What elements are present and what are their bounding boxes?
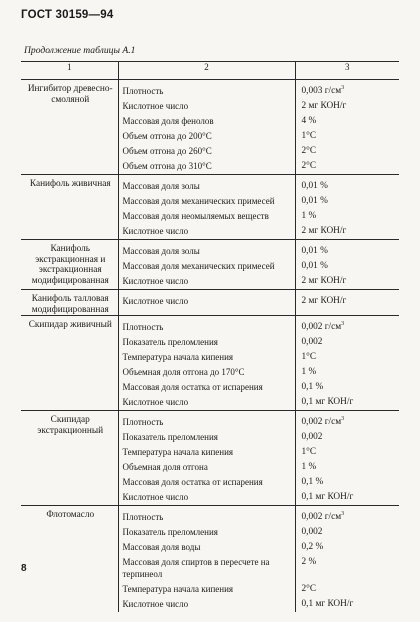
value-text: 0,002 bbox=[301, 432, 323, 442]
error-value bbox=[295, 525, 399, 540]
error-value bbox=[295, 350, 399, 365]
value-text: 0,01 % bbox=[301, 261, 328, 271]
table-row bbox=[21, 175, 399, 195]
value-text: 0,1 мг КОН/г bbox=[301, 599, 354, 609]
error-value bbox=[295, 209, 399, 224]
error-value bbox=[295, 475, 399, 490]
property-name: Кислотное число bbox=[118, 224, 295, 240]
product-name: Канифоль экстракционная и экстракционная модифицированная bbox=[21, 240, 118, 290]
column-header-1: 1 bbox=[21, 62, 118, 80]
error-value bbox=[295, 411, 399, 431]
property-name: Температура начала кипения bbox=[118, 582, 295, 597]
property-name: Плотность bbox=[118, 411, 295, 431]
value-text: 2°С bbox=[301, 584, 317, 594]
value-text: 2 мг КОН/г bbox=[301, 101, 347, 111]
error-value bbox=[295, 445, 399, 460]
value-text: 0,01 % bbox=[301, 246, 328, 256]
property-name: Объемная доля отгона до 170°С bbox=[118, 365, 295, 380]
table-row bbox=[21, 316, 399, 336]
property-name: Кислотное число bbox=[118, 290, 295, 316]
page-number: 8 bbox=[21, 563, 27, 574]
product-name: Ингибитор древесно-смоляной bbox=[27, 84, 113, 105]
value-text: 0,2 % bbox=[301, 542, 324, 552]
error-value bbox=[295, 380, 399, 395]
product-name: Канифоль талловая модифицированная bbox=[21, 290, 118, 316]
value-text: 1°С bbox=[301, 447, 317, 457]
property-name: Массовая доля механических примесей bbox=[118, 194, 295, 209]
unit-exponent: 3 bbox=[341, 320, 345, 327]
table-body bbox=[21, 80, 399, 613]
property-name: Массовая доля воды bbox=[118, 540, 295, 555]
error-value bbox=[295, 259, 399, 274]
column-header-3: 3 bbox=[295, 62, 399, 80]
value-text: 2 мг КОН/г bbox=[301, 296, 347, 306]
property-name: Кислотное число bbox=[118, 274, 295, 290]
value-text: 1 % bbox=[301, 211, 317, 221]
table-row bbox=[21, 80, 399, 100]
property-name: Температура начала кипения bbox=[118, 350, 295, 365]
value-text: 0,002 г/см bbox=[301, 322, 342, 332]
column-header-2: 2 bbox=[118, 62, 295, 80]
property-name: Массовая доля золы bbox=[118, 175, 295, 195]
property-name: Плотность bbox=[118, 80, 295, 100]
property-name: Плотность bbox=[118, 316, 295, 336]
value-text: 0,002 bbox=[301, 527, 323, 537]
error-value bbox=[295, 540, 399, 555]
error-value bbox=[295, 144, 399, 159]
value-text: 0,1 мг КОН/г bbox=[301, 397, 354, 407]
property-name: Объем отгона до 310°С bbox=[118, 159, 295, 175]
error-value bbox=[295, 224, 399, 240]
value-text: 0,1 % bbox=[301, 382, 324, 392]
property-name: Массовая доля фенолов bbox=[118, 114, 295, 129]
product-name: Скипидар живичный bbox=[21, 316, 118, 411]
error-value bbox=[295, 597, 399, 612]
error-value bbox=[295, 555, 399, 582]
error-value bbox=[295, 175, 399, 195]
header-row bbox=[21, 62, 399, 80]
error-value bbox=[295, 80, 399, 100]
error-value bbox=[295, 490, 399, 506]
value-text: 2°С bbox=[301, 146, 317, 156]
error-value bbox=[295, 365, 399, 380]
unit-exponent: 3 bbox=[341, 415, 345, 422]
error-value bbox=[295, 582, 399, 597]
value-text: 1 % bbox=[301, 462, 317, 472]
property-name: Массовая доля остатка от испарения bbox=[118, 475, 295, 490]
property-name: Показатель преломления bbox=[118, 430, 295, 445]
property-name: Массовая доля спиртов в пересчете на терпинеол bbox=[118, 555, 295, 582]
standard-header: ГОСТ 30159—94 bbox=[21, 9, 114, 21]
table-row bbox=[21, 506, 399, 526]
value-text: 2°С bbox=[301, 161, 317, 171]
value-text: 1°С bbox=[301, 131, 317, 141]
product-name: Флотомасло bbox=[21, 506, 118, 613]
property-name: Кислотное число bbox=[118, 490, 295, 506]
error-value bbox=[295, 290, 399, 316]
property-name: Кислотное число bbox=[118, 395, 295, 411]
property-name: Плотность bbox=[118, 506, 295, 526]
property-name: Показатель преломления bbox=[118, 335, 295, 350]
error-value bbox=[295, 430, 399, 445]
product-name: Канифоль живичная bbox=[21, 175, 118, 240]
error-value bbox=[295, 274, 399, 290]
table-row bbox=[21, 240, 399, 260]
error-value bbox=[295, 114, 399, 129]
error-value bbox=[295, 316, 399, 336]
value-text: 0,002 г/см bbox=[301, 417, 342, 427]
property-name: Объем отгона до 260°С bbox=[118, 144, 295, 159]
value-text: 2 мг КОН/г bbox=[301, 226, 347, 236]
value-text: 2 мг КОН/г bbox=[301, 276, 347, 286]
error-value bbox=[295, 240, 399, 260]
property-name: Объемная доля отгона bbox=[118, 460, 295, 475]
value-text: 1 % bbox=[301, 367, 317, 377]
property-name: Показатель преломления bbox=[118, 525, 295, 540]
table-container bbox=[21, 61, 399, 612]
property-name: Объем отгона до 200°С bbox=[118, 129, 295, 144]
value-text: 0,1 мг КОН/г bbox=[301, 492, 354, 502]
unit-exponent: 3 bbox=[341, 84, 345, 91]
error-value bbox=[295, 460, 399, 475]
error-value bbox=[295, 129, 399, 144]
value-text: 0,01 % bbox=[301, 181, 328, 191]
value-text: 0,003 г/см bbox=[301, 86, 342, 96]
value-text: 0,1 % bbox=[301, 477, 324, 487]
error-value bbox=[295, 395, 399, 411]
table-row bbox=[21, 411, 399, 431]
property-name: Массовая доля механических примесей bbox=[118, 259, 295, 274]
value-text: 4 % bbox=[301, 116, 317, 126]
property-name: Кислотное число bbox=[118, 597, 295, 612]
value-text: 1°С bbox=[301, 352, 317, 362]
value-text: 0,002 bbox=[301, 337, 323, 347]
value-text: 0,002 г/см bbox=[301, 512, 342, 522]
unit-exponent: 3 bbox=[341, 510, 345, 517]
product-name: Скипидар экстракционный bbox=[21, 411, 118, 506]
error-value bbox=[295, 99, 399, 114]
table-caption: Продолжение таблицы А.1 bbox=[24, 45, 136, 56]
value-text: 2 % bbox=[301, 557, 317, 567]
data-table bbox=[21, 61, 399, 612]
table-row bbox=[21, 290, 399, 316]
property-name: Температура начала кипения bbox=[118, 445, 295, 460]
property-name: Кислотное число bbox=[118, 99, 295, 114]
error-value bbox=[295, 194, 399, 209]
property-name: Массовая доля неомыляемых веществ bbox=[118, 209, 295, 224]
value-text: 0,01 % bbox=[301, 196, 328, 206]
error-value bbox=[295, 335, 399, 350]
property-name: Массовая доля остатка от испарения bbox=[118, 380, 295, 395]
error-value bbox=[295, 506, 399, 526]
property-name: Массовая доля золы bbox=[118, 240, 295, 260]
error-value bbox=[295, 159, 399, 175]
